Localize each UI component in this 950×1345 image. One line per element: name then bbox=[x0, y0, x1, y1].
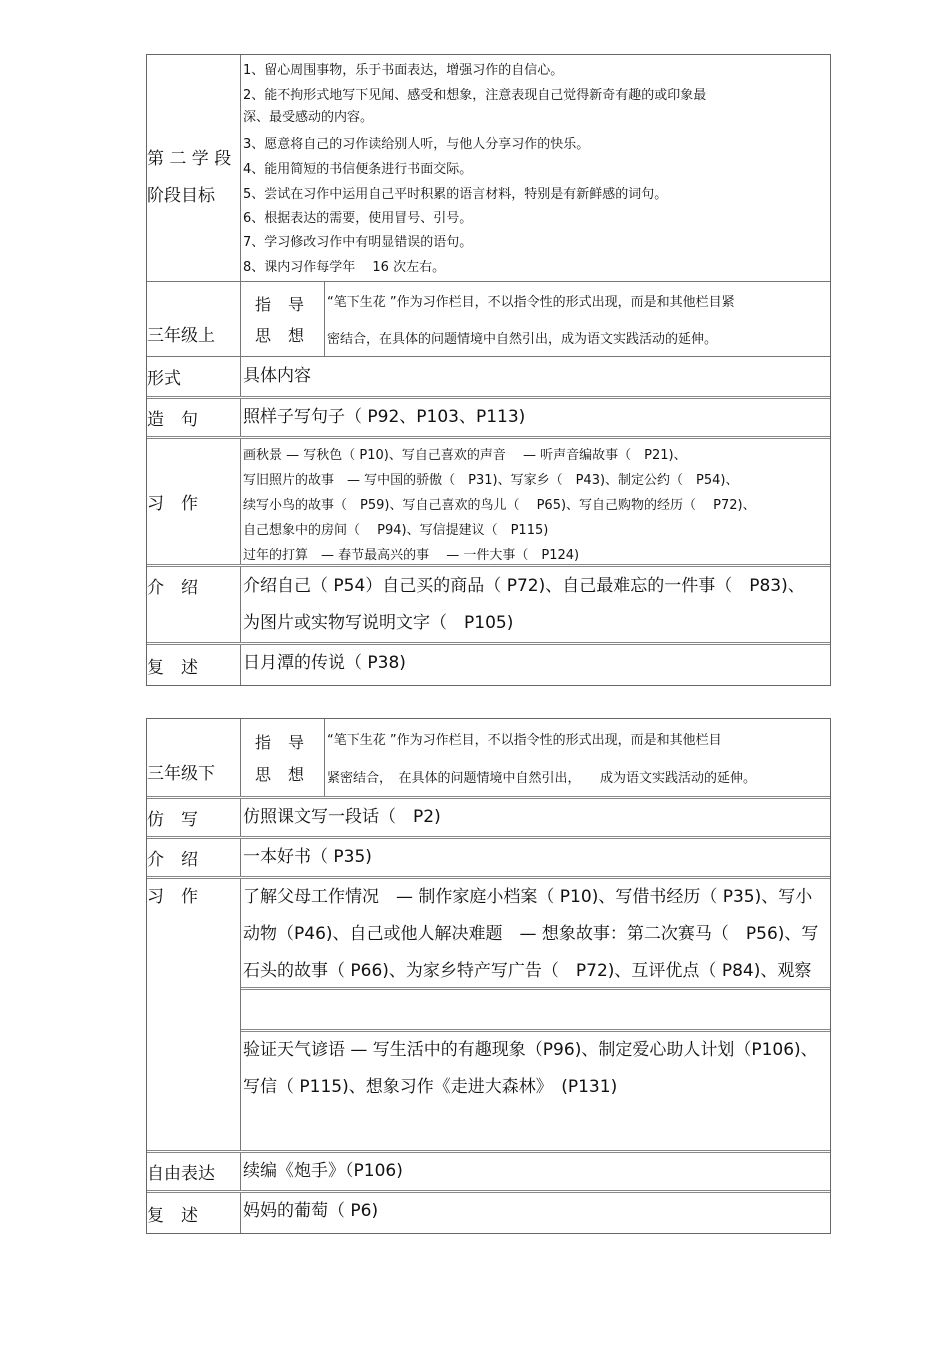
row-label: 复 述 bbox=[147, 645, 241, 685]
content-block bbox=[241, 879, 830, 990]
row-label: 习 作 bbox=[147, 439, 241, 564]
content-line: 自己想象中的房间（ P94)、写信提建议（ P115) bbox=[243, 523, 549, 538]
row-content bbox=[241, 799, 830, 836]
guide-text-line2: 紧密结合， 在具体的问题情境中自然引出， 成为语文实践活动的延伸。 bbox=[327, 771, 757, 787]
table-row bbox=[147, 399, 830, 439]
guide-text bbox=[325, 719, 830, 796]
goal-item: 3、愿意将自己的习作读给别人听，与他人分享习作的快乐。 bbox=[243, 137, 590, 152]
guide-label-line1: 指 导 bbox=[254, 295, 311, 314]
table-row bbox=[147, 645, 830, 685]
stage-goals-row bbox=[147, 55, 830, 282]
row-label: 习 作 bbox=[147, 879, 241, 1150]
row-content bbox=[241, 839, 830, 876]
content-line: 一本好书（ P35) bbox=[243, 847, 372, 867]
content-line: 仿照课文写一段话（ P2) bbox=[243, 807, 441, 827]
guide-label bbox=[241, 282, 325, 356]
table-row bbox=[147, 567, 830, 645]
table-row bbox=[147, 1153, 830, 1193]
row-content bbox=[241, 1153, 830, 1190]
table-row bbox=[147, 799, 830, 839]
content-line: 写旧照片的故事 — 写中国的骄傲（ P31)、写家乡（ P43)、制定公约（ P54)、 bbox=[243, 473, 739, 488]
grade-label: 三年级上 bbox=[147, 282, 241, 356]
guide-text-line2: 密结合，在具体的问题情境中自然引出，成为语文实践活动的延伸。 bbox=[327, 332, 718, 347]
guide-text-line1: “笔下生花 ”作为习作栏目，不以指令性的形式出现，而是和其他栏目紧 bbox=[327, 295, 735, 310]
header-form: 形式 bbox=[147, 357, 241, 396]
guide-label bbox=[241, 719, 325, 796]
guide-text bbox=[325, 282, 830, 356]
content-line: 照样子写句子（ P92、P103、P113) bbox=[243, 407, 526, 427]
content-line: 动物（P46)、自己或他人解决难题 — 想象故事：第二次赛马（ P56)、写 bbox=[243, 924, 819, 944]
goal-item: 深、最受感动的内容。 bbox=[243, 110, 374, 125]
content-line: 验证天气谚语 — 写生活中的有趣现象（P96)、制定爱心助人计划（P106)、 bbox=[243, 1040, 818, 1060]
row-content bbox=[241, 1193, 830, 1233]
grade3-upper-table bbox=[146, 54, 831, 686]
goal-item: 2、能不拘形式地写下见闻、感受和想象，注意表现自己觉得新奇有趣的或印象最 bbox=[243, 88, 707, 103]
row-label: 造 句 bbox=[147, 399, 241, 436]
goal-item: 7、学习修改习作中有明显错误的语句。 bbox=[243, 235, 473, 250]
goal-item: 4、能用简短的书信便条进行书面交际。 bbox=[243, 162, 473, 177]
content-line: 写信（ P115)、想象习作《走进大森林》 (P131) bbox=[243, 1077, 618, 1097]
guide-label-line2: 思 想 bbox=[254, 765, 311, 785]
content-line: 为图片或实物写说明文字（ P105) bbox=[243, 613, 514, 633]
content-line: 过年的打算 — 春节最高兴的事 — 一件大事（ P124) bbox=[243, 548, 580, 563]
table-header-row bbox=[147, 357, 830, 399]
guide-label-line1: 指 导 bbox=[254, 732, 311, 752]
empty-line-block bbox=[241, 990, 830, 1032]
content-block bbox=[241, 1032, 830, 1150]
row-label: 介 绍 bbox=[147, 567, 241, 642]
row-label: 自由表达 bbox=[147, 1153, 241, 1190]
goal-item: 8、课内习作每学年 16 次左右。 bbox=[243, 260, 446, 275]
row-content bbox=[241, 567, 830, 642]
table-row bbox=[147, 439, 830, 567]
stage-label-line1: 第 二 学 段 bbox=[147, 149, 232, 169]
row-content bbox=[241, 645, 830, 685]
row-content bbox=[241, 439, 830, 564]
stage-goals-label bbox=[147, 55, 241, 281]
goal-item: 6、根据表达的需要，使用冒号、引号。 bbox=[243, 211, 473, 226]
row-label: 仿 写 bbox=[147, 799, 241, 836]
guide-text-line1: “笔下生花 ”作为习作栏目，不以指令性的形式出现，而是和其他栏目 bbox=[327, 732, 722, 748]
table-row bbox=[147, 879, 830, 1153]
header-content: 具体内容 bbox=[243, 366, 311, 386]
grade3-lower-table bbox=[146, 718, 831, 1234]
content-line: 日月潭的传说（ P38) bbox=[243, 653, 406, 673]
content-line: 了解父母工作情况 — 制作家庭小档案（ P10)、写借书经历（ P35)、写小 bbox=[243, 887, 813, 907]
table-row bbox=[147, 1193, 830, 1233]
content-line: 续写小鸟的故事（ P59)、写自己喜欢的鸟儿（ P65)、写自己购物的经历（ P72)、 bbox=[243, 498, 756, 513]
stage-label-line2: 阶段目标 bbox=[147, 186, 215, 206]
content-line: 续编《炮手》（P106) bbox=[243, 1161, 403, 1181]
row-label: 复 述 bbox=[147, 1193, 241, 1233]
row-label: 介 绍 bbox=[147, 839, 241, 876]
content-line: 画秋景 — 写秋色（ P10)、写自己喜欢的声音 — 听声音编故事（ P21)、 bbox=[243, 448, 687, 463]
guiding-thought-row bbox=[147, 719, 830, 799]
goal-item: 1、留心周围事物，乐于书面表达，增强习作的自信心。 bbox=[243, 63, 564, 78]
guide-label-line2: 思 想 bbox=[254, 326, 311, 345]
row-content bbox=[241, 399, 830, 436]
content-line: 石头的故事（ P66)、为家乡特产写广告（ P72)、互评优点（ P84)、观察 bbox=[243, 961, 812, 981]
stage-goals-list bbox=[241, 55, 830, 281]
content-line: 妈妈的葡萄（ P6) bbox=[243, 1201, 379, 1221]
goal-item: 5、尝试在习作中运用自己平时积累的语言材料，特别是有新鲜感的词句。 bbox=[243, 187, 668, 202]
guiding-thought-row bbox=[147, 282, 830, 357]
content-line: 介绍自己（ P54）自己买的商品（ P72)、自己最难忘的一件事（ P83)、 bbox=[243, 576, 805, 596]
grade-label: 三年级下 bbox=[147, 719, 241, 796]
row-content bbox=[241, 879, 830, 1150]
table-row bbox=[147, 839, 830, 879]
